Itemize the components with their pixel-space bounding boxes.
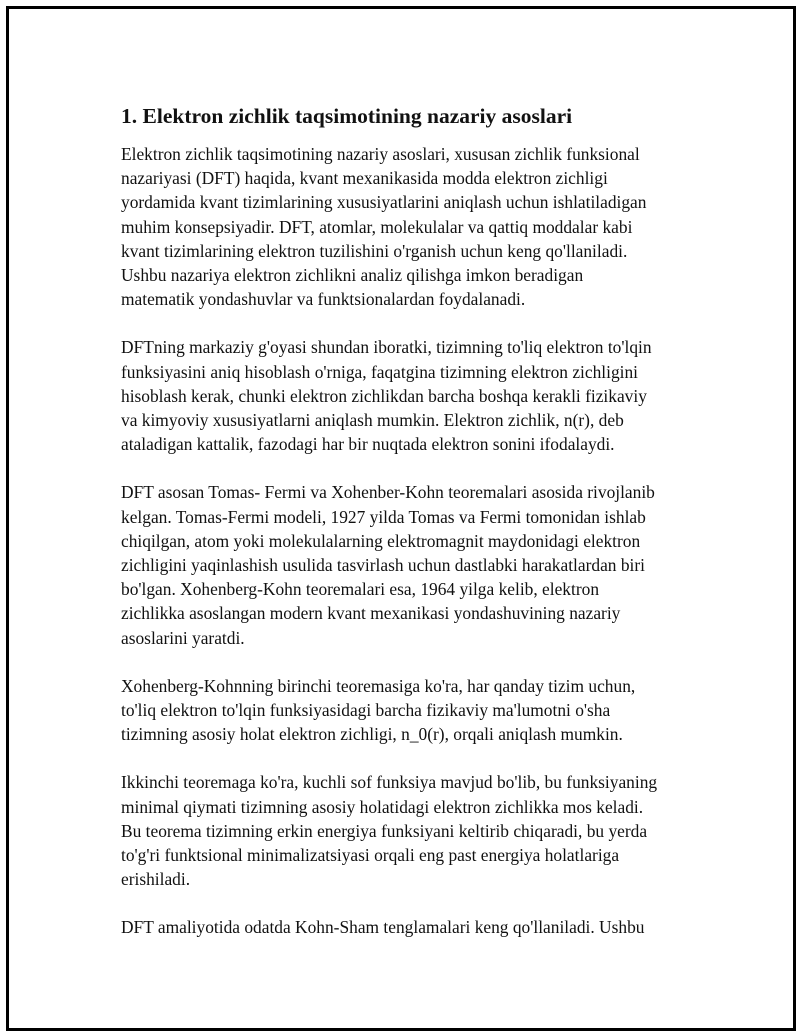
text-line: va kimyoviy xususiyatlarni aniqlash mumkin. Elektron zichlik, n(r), deb xyxy=(121,410,624,431)
text-line: nazariyasi (DFT) haqida, kvant mexanikasida modda elektron zichligi xyxy=(121,168,608,189)
text-line: tizimning asosiy holat elektron zichligi, n_0(r), orqali aniqlash mumkin. xyxy=(121,724,623,745)
text-line: DFT amaliyotida odatda Kohn-Sham tenglamalari keng qo'llaniladi. Ushbu xyxy=(121,917,645,938)
text-line: Elektron zichlik taqsimotining nazariy asoslari, xususan zichlik funksional xyxy=(121,144,640,164)
text-line: DFTning markaziy g'oyasi shundan iboratki, tizimning to'liq elektron to'lqin xyxy=(121,337,652,358)
text-line: yordamida kvant tizimlarining xususiyatlarini aniqlash uchun ishlatiladigan xyxy=(121,192,647,213)
text-line: matematik yondashuvlar va funktsionalardan foydalanadi. xyxy=(121,289,526,310)
text-line: kvant tizimlarining elektron tuzilishini o'rganish uchun keng qo'llaniladi. xyxy=(121,240,628,261)
paragraph-6 xyxy=(121,915,701,939)
section-heading: 1. Elektron zichlik taqsimotining nazariy asoslari xyxy=(121,104,573,128)
text-line: to'liq elektron to'lqin funksiyasidagi barcha fizikaviy ma'lumotni o'sha xyxy=(121,700,611,721)
text-line: DFT asosan Tomas- Fermi va Xohenber-Kohn teoremalari asosida rivojlanib xyxy=(121,482,655,503)
text-line: minimal qiymati tizimning asosiy holatidagi elektron zichlikka mos keladi. xyxy=(121,796,644,817)
text-line: to'g'ri funktsional minimalizatsiyasi orqali eng past energiya holatlariga xyxy=(121,845,620,866)
text-line: Xohenberg-Kohnning birinchi teoremasiga ko'ra, har qanday tizim uchun, xyxy=(121,675,636,696)
text-line: chiqilgan, atom yoki molekulalarning elektromagnit maydonidagi elektron xyxy=(121,530,641,551)
text-line: hisoblash kerak, chunki elektron zichlikdan barcha boshqa kerakli fizikaviy xyxy=(121,385,647,406)
paragraph-5 xyxy=(121,770,701,891)
text-line: Ushbu nazariya elektron zichlikni analiz qilishga imkon beradigan xyxy=(121,265,584,286)
text-line: asoslarini yaratdi. xyxy=(121,627,245,648)
text-line: Ikkinchi teoremaga ko'ra, kuchli sof funksiya mavjud bo'lib, bu funksiyaning xyxy=(121,772,658,793)
text-line: kelgan. Tomas-Fermi modeli, 1927 yilda Tomas va Fermi tomonidan ishlab xyxy=(121,506,646,527)
paragraph-4 xyxy=(121,674,701,747)
text-line: funksiyasini aniq hisoblash o'rniga, faqatgina tizimning elektron zichligini xyxy=(121,361,639,382)
document-body xyxy=(121,101,701,964)
page-frame xyxy=(6,6,796,1031)
paragraph-3 xyxy=(121,480,701,649)
text-line: erishiladi. xyxy=(121,869,191,890)
text-line: zichligini yaqinlashish usulida tasvirlash uchun dastlabki harakatlardan biri xyxy=(121,555,646,576)
paragraph-2 xyxy=(121,335,701,456)
text-line: bo'lgan. Xohenberg-Kohn teoremalari esa, 1964 yilga kelib, elektron xyxy=(121,579,600,600)
paragraph-1 xyxy=(121,142,701,311)
text-line: muhim konsepsiyadir. DFT, atomlar, molekulalar va qattiq moddalar kabi xyxy=(121,216,633,237)
text-line: Bu teorema tizimning erkin energiya funksiyani keltirib chiqaradi, bu yerda xyxy=(121,820,648,841)
text-line: zichlikka asoslangan modern kvant mexanikasi yondashuvining nazariy xyxy=(121,603,621,624)
text-line: ataladigan kattalik, fazodagi har bir nuqtada elektron sonini ifodalaydi. xyxy=(121,434,615,455)
